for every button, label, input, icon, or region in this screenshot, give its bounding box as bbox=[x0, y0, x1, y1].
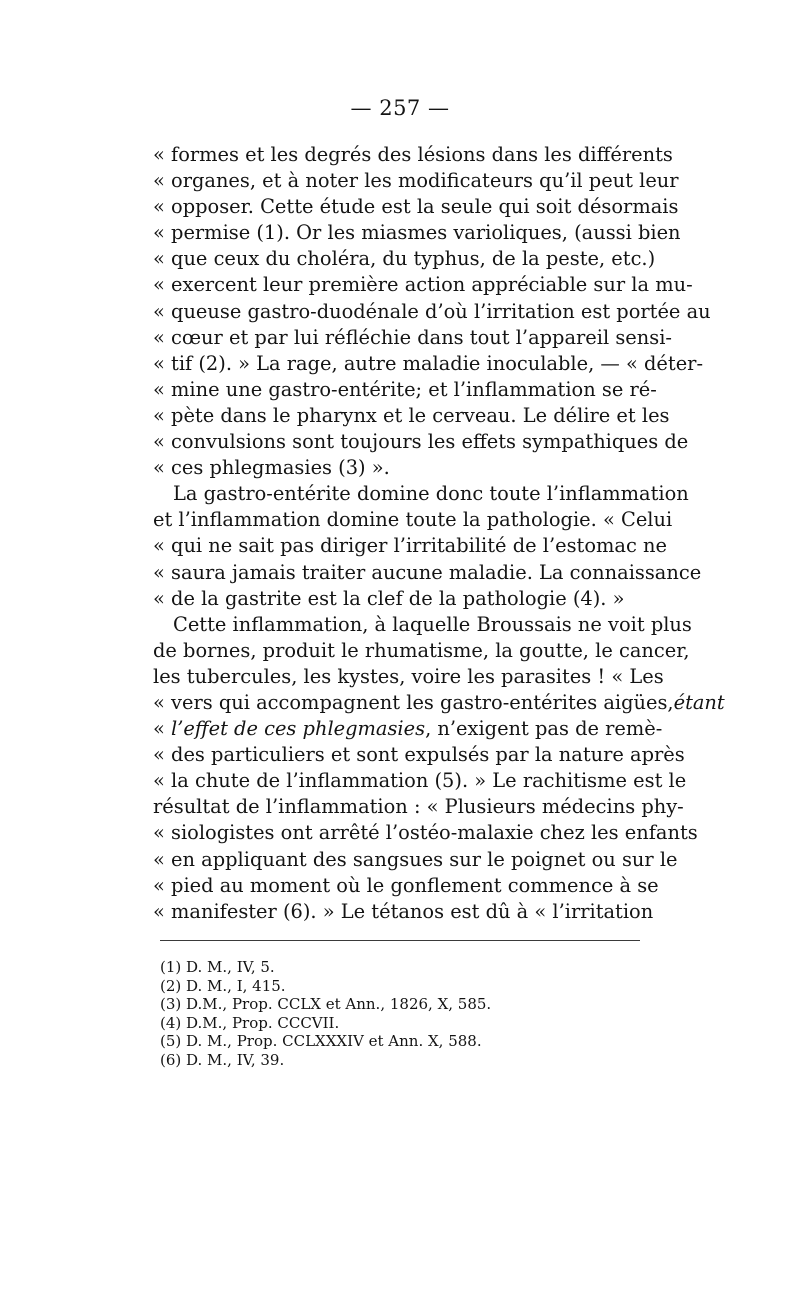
text-line-content: « la chute de l’inflammation (5). » Le rachitisme est le bbox=[153, 769, 687, 793]
text-line-content: « exercent leur première action appréciable sur la mu- bbox=[153, 273, 693, 297]
text-line bbox=[153, 455, 645, 481]
page-number: — 257 — bbox=[350, 96, 450, 120]
text-line bbox=[153, 690, 725, 716]
text-line bbox=[153, 299, 711, 325]
text-line-content: « manifester (6). » Le tétanos est dû à « l’irritation bbox=[153, 899, 654, 923]
text-line bbox=[153, 664, 664, 690]
text-line-content: « ces phlegmasies (3) ». bbox=[153, 456, 390, 480]
text-line-content: « bbox=[153, 717, 172, 741]
text-line bbox=[153, 586, 645, 612]
text-line-content: « pète dans le pharynx et le cerveau. Le délire et les bbox=[153, 403, 670, 427]
italic-phrase: l’effet de ces phlegmasies bbox=[171, 717, 426, 741]
text-line-tail: , n’exigent pas de remè- bbox=[425, 717, 663, 741]
text-line-content: les tubercules, les kystes, voire les parasites ! « Les bbox=[153, 664, 664, 688]
text-line-content: « que ceux du choléra, du typhus, de la peste, etc.) bbox=[153, 247, 656, 271]
text-line bbox=[153, 377, 657, 403]
text-line-content: « mine une gastro-entérite; et l’inflammation se ré- bbox=[153, 377, 657, 401]
footnote: (6) D. M., IV, 39. bbox=[160, 1050, 285, 1069]
text-line-content: « saura jamais traiter aucune maladie. La connaissance bbox=[153, 560, 702, 584]
text-line bbox=[153, 716, 663, 742]
text-line bbox=[153, 612, 692, 638]
text-line bbox=[153, 429, 689, 455]
text-line bbox=[153, 820, 698, 846]
footnote-rule bbox=[160, 940, 640, 941]
text-line-content: « queuse gastro-duodénale d’où l’irritation est portée au bbox=[153, 299, 711, 323]
text-line bbox=[153, 742, 685, 768]
text-line bbox=[153, 873, 659, 899]
footnote: (2) D. M., I, 415. bbox=[160, 976, 286, 995]
text-line-content: « cœur et par lui réfléchie dans tout l’appareil sensi- bbox=[153, 325, 672, 349]
text-line bbox=[153, 794, 684, 820]
text-line bbox=[153, 899, 654, 925]
footnote: (4) D.M., Prop. CCCVII. bbox=[160, 1013, 340, 1032]
footnotes bbox=[160, 958, 580, 1070]
text-line-content: résultat de l’inflammation : « Plusieurs médecins phy- bbox=[153, 795, 684, 819]
text-line-content: « pied au moment où le gonflement commence à se bbox=[153, 873, 659, 897]
text-line bbox=[153, 533, 667, 559]
text-line-content: « en appliquant des sangsues sur le poignet ou sur le bbox=[153, 847, 678, 871]
text-line bbox=[153, 638, 690, 664]
text-line bbox=[153, 847, 678, 873]
text-line bbox=[153, 142, 673, 168]
text-line-content: La gastro-entérite domine donc toute l’inflammation bbox=[173, 482, 689, 506]
text-line-content: « tif (2). » La rage, autre maladie inoculable, — « déter- bbox=[153, 351, 703, 375]
italic-word: étant bbox=[673, 690, 725, 714]
text-line bbox=[153, 403, 670, 429]
text-line-content: « des particuliers et sont expulsés par la nature après bbox=[153, 743, 685, 767]
text-line bbox=[153, 168, 679, 194]
text-line bbox=[153, 325, 672, 351]
body-text bbox=[153, 142, 725, 925]
text-line bbox=[153, 272, 693, 298]
text-line bbox=[153, 481, 689, 507]
text-line bbox=[153, 507, 673, 533]
text-line-content: « de la gastrite est la clef de la pathologie (4). » bbox=[153, 586, 625, 610]
text-line-content: « siologistes ont arrêté l’ostéo-malaxie chez les enfants bbox=[153, 821, 698, 845]
text-line-content: et l’inflammation domine toute la pathologie. « Celui bbox=[153, 508, 673, 532]
text-line-content: « qui ne sait pas diriger l’irritabilité de l’estomac ne bbox=[153, 534, 667, 558]
text-line bbox=[153, 246, 656, 272]
text-line bbox=[153, 351, 703, 377]
text-line bbox=[153, 560, 702, 586]
footnote: (1) D. M., IV, 5. bbox=[160, 958, 275, 976]
text-line-content: de bornes, produit le rhumatisme, la goutte, le cancer, bbox=[153, 638, 690, 662]
text-line-content: « vers qui accompagnent les gastro-entérites aigües, bbox=[153, 690, 674, 714]
text-line bbox=[153, 220, 681, 246]
text-line-content: « formes et les degrés des lésions dans les différents bbox=[153, 143, 673, 166]
text-line-content: « convulsions sont toujours les effets sympathiques de bbox=[153, 430, 689, 454]
text-line-content: « organes, et à noter les modificateurs qu’il peut leur bbox=[153, 169, 679, 193]
footnote: (3) D.M., Prop. CCLX et Ann., 1826, X, 585. bbox=[160, 995, 492, 1014]
footnote: (5) D. M., Prop. CCLXXXIV et Ann. X, 588. bbox=[160, 1032, 482, 1051]
text-line-content: Cette inflammation, à laquelle Broussais ne voit plus bbox=[173, 612, 692, 636]
text-line bbox=[153, 768, 687, 794]
text-line-content: « opposer. Cette étude est la seule qui soit désormais bbox=[153, 195, 679, 219]
text-line-content: « permise (1). Or les miasmes varioliques, (aussi bien bbox=[153, 221, 681, 245]
text-line bbox=[153, 194, 679, 220]
